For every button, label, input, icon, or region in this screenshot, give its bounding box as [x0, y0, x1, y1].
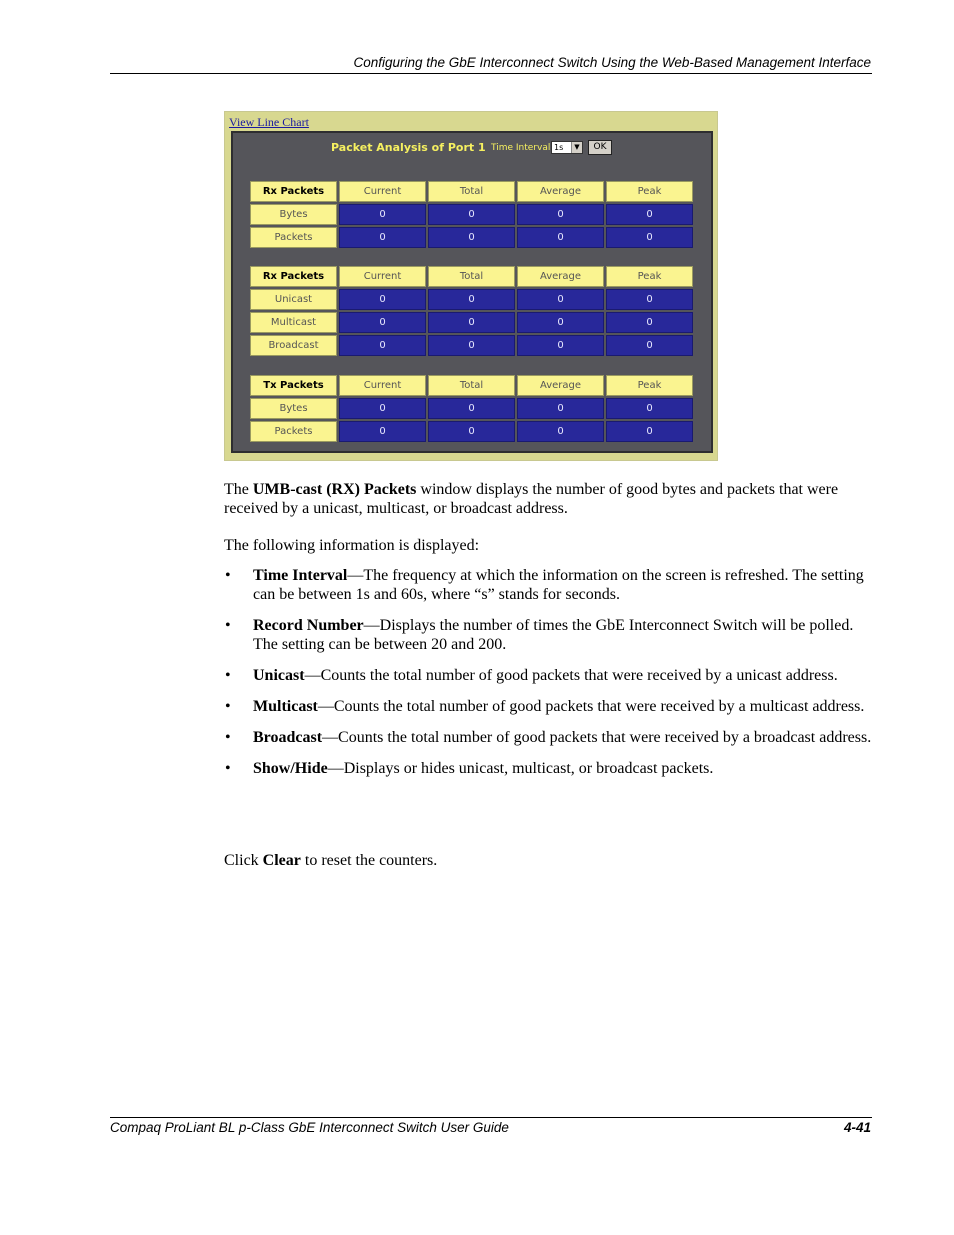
running-header: Configuring the GbE Interconnect Switch Using the Web-Based Management Interface	[353, 55, 871, 70]
info-lead-paragraph: The following information is displayed:	[224, 537, 480, 554]
list-item	[224, 616, 872, 654]
value-cell: 0	[517, 312, 604, 333]
value-cell: 0	[517, 398, 604, 419]
row-label: Broadcast	[250, 335, 337, 356]
value-cell: 0	[606, 421, 693, 442]
closing-text-after: to reset the counters.	[300, 852, 438, 869]
bullet-term: Unicast	[253, 667, 305, 684]
bullet-text: —Counts the total number of good packets that were received by a broadcast address.	[322, 729, 872, 746]
header-rule	[110, 73, 872, 74]
table-row	[250, 421, 693, 442]
row-label: Packets	[250, 421, 337, 442]
bullet-text: —Counts the total number of good packets that were received by a unicast address.	[304, 667, 838, 684]
value-cell: 0	[428, 312, 515, 333]
column-header: Total	[428, 266, 515, 287]
footer-title: Compaq ProLiant BL p-Class GbE Interconnect Switch User Guide	[110, 1120, 509, 1135]
column-header: Peak	[606, 266, 693, 287]
column-header: Current	[339, 266, 426, 287]
footer-rule	[110, 1117, 872, 1118]
value-cell: 0	[428, 335, 515, 356]
time-interval-label: Time Interval	[491, 143, 551, 153]
bullet-icon: •	[225, 667, 231, 684]
table-row	[250, 289, 693, 310]
table-row	[250, 335, 693, 356]
bullet-term: Broadcast	[253, 729, 323, 746]
list-item	[224, 566, 872, 604]
bullet-term: Record Number	[253, 617, 364, 634]
column-header: Average	[517, 181, 604, 202]
column-header: Peak	[606, 181, 693, 202]
column-header: Rx Packets	[250, 181, 337, 202]
list-item	[224, 697, 872, 716]
value-cell: 0	[339, 204, 426, 225]
bullet-icon: •	[225, 729, 231, 746]
bullet-term: Multicast	[253, 698, 318, 715]
list-item	[224, 666, 872, 685]
value-cell: 0	[606, 398, 693, 419]
rx-packets-cast-table	[248, 264, 695, 358]
value-cell: 0	[428, 204, 515, 225]
table-header-row	[250, 375, 693, 396]
page-number: 4-41	[843, 1120, 871, 1135]
ok-button[interactable]: OK	[588, 140, 612, 155]
intro-text-after: window displays the number of good bytes and packets that were received by a unicast, multicast, or broadcast address.	[224, 481, 839, 517]
field-description-list	[224, 566, 872, 790]
table-header-row	[250, 181, 693, 202]
value-cell: 0	[339, 227, 426, 248]
bullet-icon: •	[225, 567, 231, 584]
value-cell: 0	[339, 398, 426, 419]
column-header: Tx Packets	[250, 375, 337, 396]
closing-text-before: Click	[224, 852, 263, 869]
time-interval-value: 1s	[554, 143, 564, 152]
table-header-row	[250, 266, 693, 287]
value-cell: 0	[517, 227, 604, 248]
value-cell: 0	[606, 227, 693, 248]
bullet-term: Show/Hide	[253, 760, 328, 777]
row-label: Bytes	[250, 398, 337, 419]
column-header: Average	[517, 375, 604, 396]
bullet-icon: •	[225, 760, 231, 777]
packet-analysis-screenshot	[224, 111, 718, 461]
value-cell: 0	[428, 421, 515, 442]
bullet-icon: •	[225, 617, 231, 634]
value-cell: 0	[428, 398, 515, 419]
value-cell: 0	[339, 312, 426, 333]
row-label: Multicast	[250, 312, 337, 333]
intro-bold-term: UMB-cast (RX) Packets	[252, 481, 417, 498]
row-label: Bytes	[250, 204, 337, 225]
bullet-term: Time Interval	[253, 567, 348, 584]
value-cell: 0	[339, 335, 426, 356]
column-header: Total	[428, 375, 515, 396]
rx-packets-bytes-table	[248, 179, 695, 250]
tx-packets-table	[248, 373, 695, 444]
table-row	[250, 227, 693, 248]
bullet-text: —The frequency at which the information on the screen is refreshed. The setting can be between 1s and 60s, where “s” stands for seconds.	[253, 567, 864, 603]
value-cell: 0	[606, 289, 693, 310]
panel-title: Packet Analysis of Port 1	[331, 141, 486, 154]
value-cell: 0	[428, 289, 515, 310]
value-cell: 0	[606, 204, 693, 225]
closing-bold-term: Clear	[262, 852, 301, 869]
chevron-down-icon[interactable]: ▼	[571, 142, 582, 153]
column-header: Average	[517, 266, 604, 287]
column-header: Current	[339, 181, 426, 202]
bullet-text: —Displays or hides unicast, multicast, or broadcast packets.	[327, 760, 714, 777]
column-header: Rx Packets	[250, 266, 337, 287]
value-cell: 0	[339, 421, 426, 442]
packet-analysis-panel	[231, 131, 713, 453]
time-interval-select[interactable]	[551, 141, 583, 154]
value-cell: 0	[517, 335, 604, 356]
list-item	[224, 759, 872, 778]
value-cell: 0	[517, 289, 604, 310]
table-row	[250, 204, 693, 225]
value-cell: 0	[517, 421, 604, 442]
closing-paragraph	[224, 851, 872, 870]
table-row	[250, 398, 693, 419]
row-label: Unicast	[250, 289, 337, 310]
value-cell: 0	[428, 227, 515, 248]
intro-text-before: The	[224, 481, 253, 498]
view-line-chart-link[interactable]: View Line Chart	[229, 115, 309, 129]
value-cell: 0	[606, 335, 693, 356]
bullet-text: —Displays the number of times the GbE Interconnect Switch will be polled. The setting can be between 20 and 200.	[253, 617, 854, 653]
value-cell: 0	[339, 289, 426, 310]
column-header: Peak	[606, 375, 693, 396]
intro-paragraph	[224, 480, 872, 518]
column-header: Current	[339, 375, 426, 396]
value-cell: 0	[606, 312, 693, 333]
table-row	[250, 312, 693, 333]
bullet-text: —Counts the total number of good packets that were received by a multicast address.	[317, 698, 865, 715]
value-cell: 0	[517, 204, 604, 225]
column-header: Total	[428, 181, 515, 202]
list-item	[224, 728, 872, 747]
row-label: Packets	[250, 227, 337, 248]
bullet-icon: •	[225, 698, 231, 715]
